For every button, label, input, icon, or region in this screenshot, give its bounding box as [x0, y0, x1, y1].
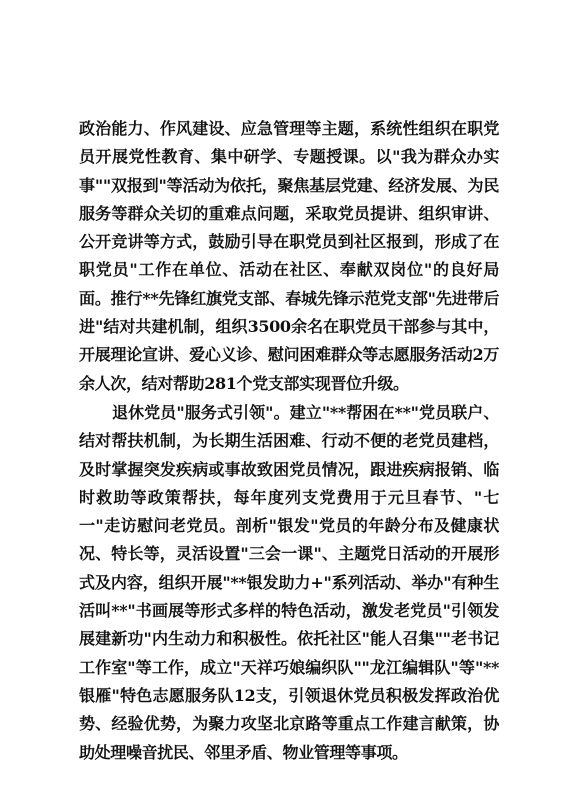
paragraph-in-service-members: 政治能力、作风建设、应急管理等主题，系统性组织在职党员开展党性教育、集中研学、专题授课。以"我为群众办实事""双报到"等活动为依托，聚焦基层党建、经济发展、为民服务等群众关切的重难点问题，采取党员提讲、组织审讲、公开竞讲等方式，鼓励引导在职党员到社区报到，形成了在职党员"工作在单位、活动在社区、奉献双岗位"的良好局面。推行**先锋红旗党支部、春城先锋示范党支部"先进带后进"结对共建机制，组织3500余名在职党员干部参与其中，开展理论宣讲、爱心义诊、慰问困难群众等志愿服务活动2万余人次，结对帮助281个党支部实现晋位升级。	[79, 119, 499, 393]
document-body	[79, 115, 499, 767]
paragraph-retired-members: 退休党员"服务式引领"。建立"**帮困在**"党员联户、结对帮扶机制，为长期生活困难、行动不便的老党员建档，及时掌握突发疾病或事故致困党员情况，跟进疾病报销、临时救助等政策帮扶，每年度列支党费用于元旦春节、"七一"走访慰问老党员。剖析"银发"党员的年龄分布及健康状况、特长等，灵活设置"三会一课"、主题党日活动的开展形式及内容，组织开展"**银发助力+"系列活动、举办"有种生活叫**"书画展等形式多样的特色活动，激发老党员"引领发展建新功"内生动力和积极性。依托社区"能人召集""老书记工作室"等工作，成立"天祥巧娘编织队""龙江编辑队"等"**银雁"特色志愿服务队12支，引领退休党员积极发挥政治优势、经验优势，为聚力攻坚北京路等重点工作建言献策，协助处理噪音扰民、邻里矛盾、物业管理等事项。	[79, 402, 499, 762]
